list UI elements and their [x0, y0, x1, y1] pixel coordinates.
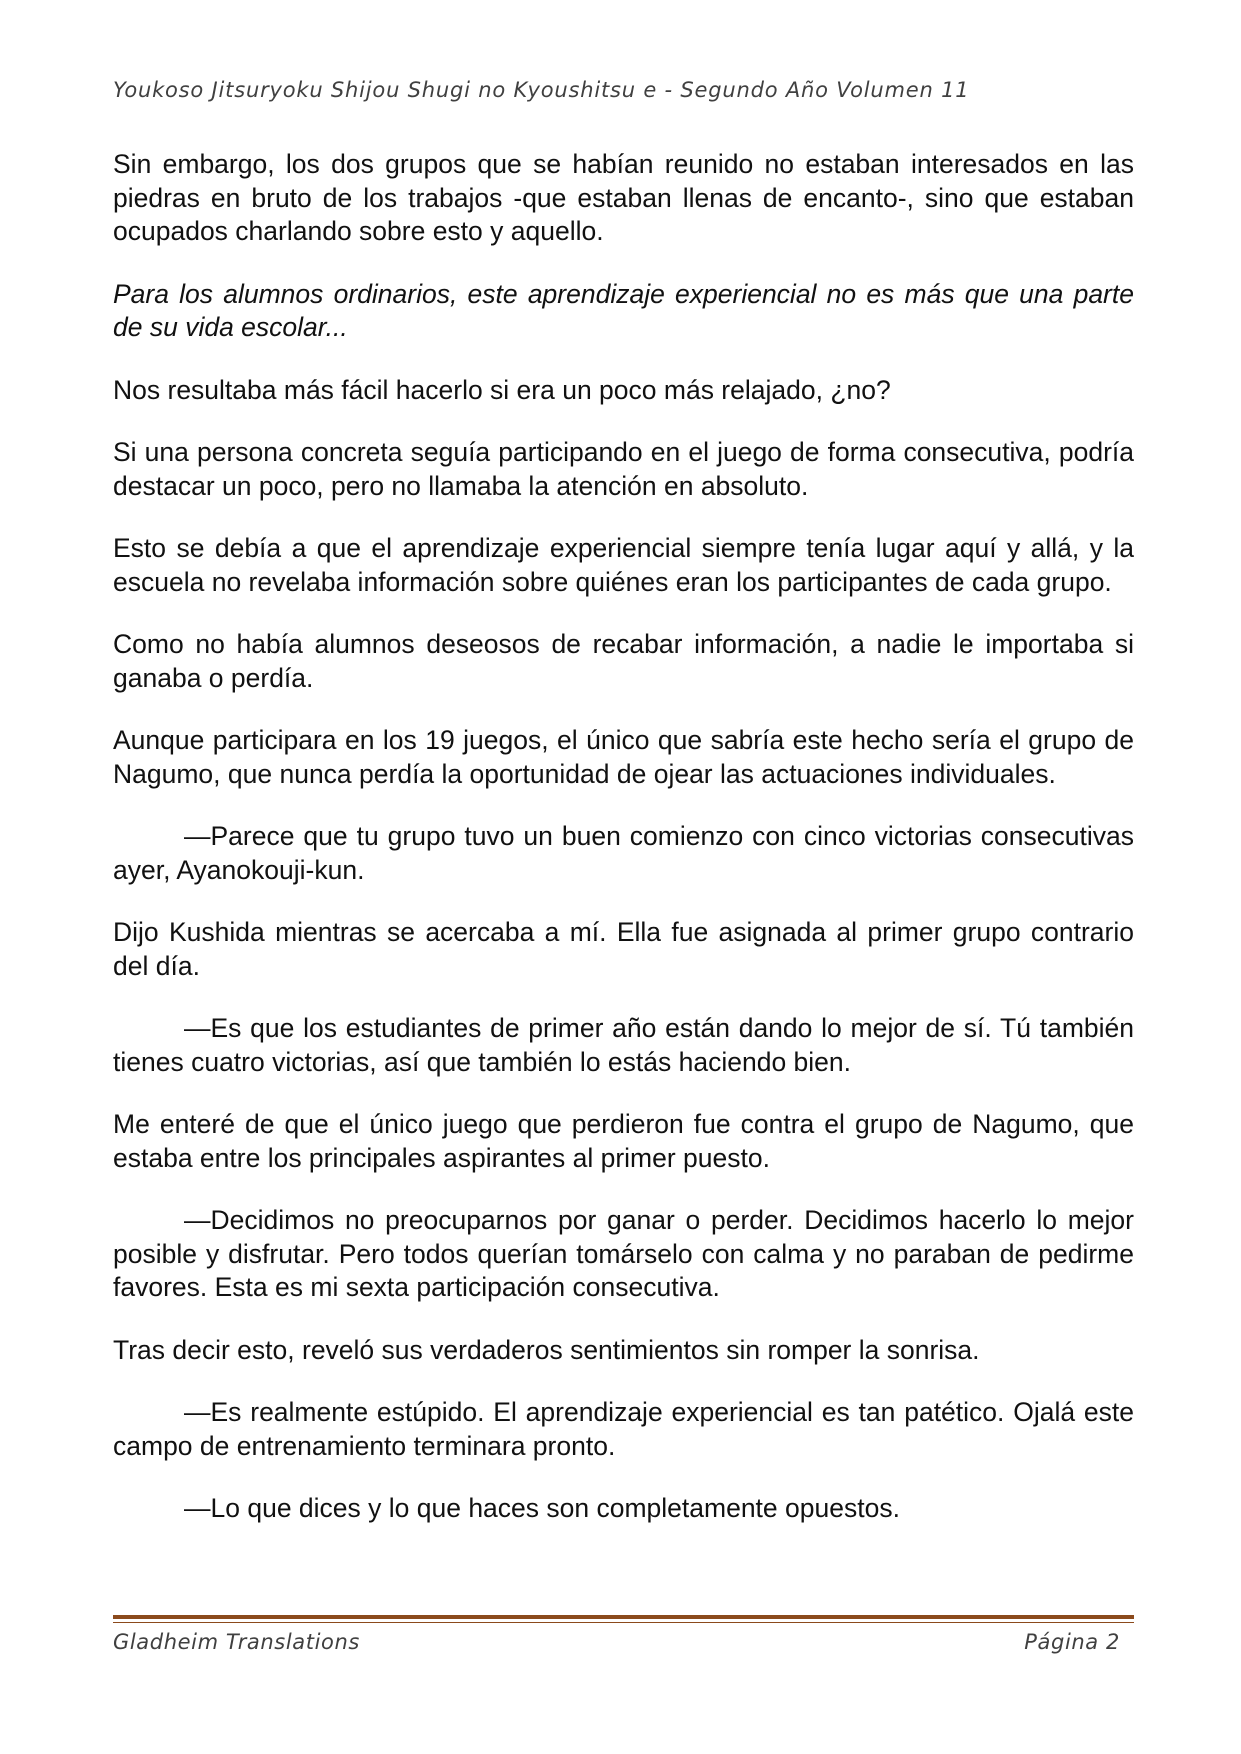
paragraph: Tras decir esto, reveló sus verdaderos sentimientos sin romper la sonrisa. [113, 1334, 980, 1365]
paragraph: Esto se debía a que el aprendizaje experiencial siempre tenía lugar aquí y allá, y la escuela no revelaba información sobre quiénes eran los participantes de cada grupo. [113, 533, 1134, 597]
dialog-paragraph: —Parece que tu grupo tuvo un buen comienzo con cinco victorias consecutivas ayer, Ayanokouji-kun. [113, 821, 1134, 885]
paragraph: Sin embargo, los dos grupos que se habían reunido no estaban interesados en las piedras en bruto de los trabajos -que estaban llenas de encanto-, sino que estaban ocupados charlando sobre esto y aquello. [113, 149, 1134, 246]
paragraph: Me enteré de que el único juego que perdieron fue contra el grupo de Nagumo, que estaba entre los principales aspirantes al primer puesto. [113, 1109, 1134, 1173]
body-text [113, 148, 1134, 1555]
footer-page-number: Página 2 [1024, 1630, 1120, 1654]
paragraph: Como no había alumnos deseosos de recabar información, a nadie le importaba si ganaba o perdía. [113, 629, 1134, 693]
paragraph-italic: Para los alumnos ordinarios, este aprendizaje experiencial no es más que una parte de su vida escolar... [113, 278, 1134, 342]
footer-rule-thin [113, 1622, 1134, 1623]
dialog-paragraph: —Decidimos no preocuparnos por ganar o perder. Decidimos hacerlo lo mejor posible y disfrutar. Pero todos querían tomárselo con calma y no paraban de pedirme favores. Esta es mi sexta participación consecutiva. [113, 1205, 1134, 1302]
paragraph: Dijo Kushida mientras se acercaba a mí. Ella fue asignada al primer grupo contrario del día. [113, 917, 1134, 981]
running-header: Youkoso Jitsuryoku Shijou Shugi no Kyoushitsu e - Segundo Año Volumen 11 [113, 78, 970, 102]
dialog-paragraph: —Es que los estudiantes de primer año están dando lo mejor de sí. Tú también tienes cuatro victorias, así que también lo estás haciendo bien. [113, 1013, 1134, 1077]
dialog-paragraph: —Lo que dices y lo que haces son completamente opuestos. [184, 1493, 900, 1523]
footer-rule-thick [113, 1615, 1134, 1619]
dialog-paragraph: —Es realmente estúpido. El aprendizaje experiencial es tan patético. Ojalá este campo de entrenamiento terminara pronto. [113, 1397, 1134, 1461]
footer-publisher: Gladheim Translations [113, 1630, 360, 1654]
paragraph: Aunque participara en los 19 juegos, el único que sabría este hecho sería el grupo de Nagumo, que nunca perdía la oportunidad de ojear las actuaciones individuales. [113, 725, 1134, 789]
paragraph: Si una persona concreta seguía participando en el juego de forma consecutiva, podría destacar un poco, pero no llamaba la atención en absoluto. [113, 437, 1134, 501]
paragraph: Nos resultaba más fácil hacerlo si era un poco más relajado, ¿no? [113, 374, 891, 405]
